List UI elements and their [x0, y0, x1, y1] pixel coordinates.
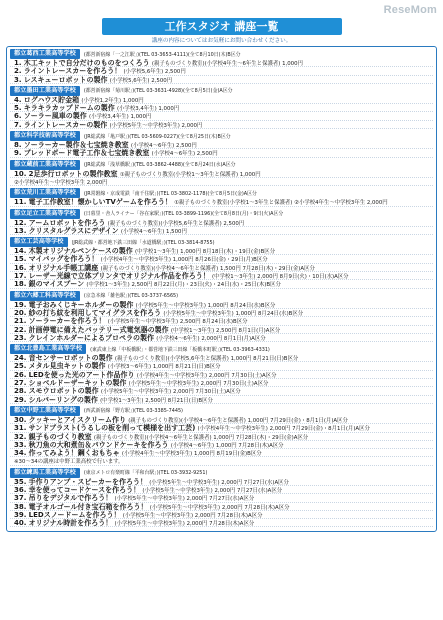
school-header — [10, 468, 433, 478]
school-info: (都営新宿線「一之江駅」)(TEL 03-3653-4111)(全て8月10日(木)B区分 — [83, 51, 241, 58]
course-number: 39. — [14, 510, 27, 519]
school-header — [10, 131, 433, 141]
course-number: 31. — [14, 424, 27, 433]
school-info: (JR常磐線・京成電鉄「南千住駅」)(TEL 03-3802-1178)(全て8月5日(金)A区分 — [83, 190, 257, 197]
course-row — [10, 494, 433, 502]
page-title: 工作スタジオ 講座一覧 — [102, 18, 342, 35]
course-row — [10, 478, 433, 486]
course-detail: (小学校4年生～中学校3年生) 1,000円 8月19日(金)B区分 — [121, 451, 262, 458]
course-number: 26. — [14, 370, 27, 379]
course-title: サンドブラスト(うるしの板を削って模様を出す工芸) — [28, 424, 196, 433]
course-detail: (小学校5年生～中学校3年生) 2,000円 7月28日(木)A区分 — [149, 504, 290, 511]
school-header — [10, 209, 433, 219]
course-detail: (小学校1,2年生) 1,000円 — [81, 97, 144, 104]
school-name: 都立墨田工業高等学校 — [10, 86, 80, 96]
course-number: 36. — [14, 485, 27, 494]
course-row — [10, 424, 433, 432]
course-detail: ①親子ものづくり教室(小学校1～3年生と保護者) 1,000円 — [119, 171, 261, 178]
course-row — [10, 433, 433, 441]
course-detail: (小学校5年生～中学校3年生) 1,000円 8月24日(水)B区分 — [163, 310, 304, 317]
course-number: 28. — [14, 387, 27, 396]
course-row — [10, 371, 433, 379]
course-detail: (小学校5年生～中学校3年生) 2,000円 7月28日(木)A区分 — [114, 521, 255, 528]
course-title: ログハウス貯金箱 — [23, 95, 80, 104]
school-header — [10, 160, 433, 170]
course-row — [10, 396, 433, 404]
school-section — [10, 209, 433, 236]
school-name: 都立荒川工業高等学校 — [10, 188, 80, 198]
course-title: レーザー光線で立体プリンタでオリジナル作品を作ろう！ — [28, 272, 210, 281]
school-header — [10, 86, 433, 96]
school-header — [10, 344, 433, 354]
course-row — [10, 416, 433, 424]
course-title: 電子おみくじキーホルダーの製作 — [28, 300, 134, 309]
school-name: 都立中野工業高等学校 — [10, 406, 80, 416]
course-row — [10, 511, 433, 519]
course-row — [10, 170, 433, 178]
course-number: 7. — [14, 120, 22, 129]
course-number: 19. — [14, 300, 27, 309]
course-detail: (小学校5年生～中学校3年生) 2,000円 — [109, 122, 203, 129]
course-detail: (小学校5年生～中学校3年生) 2,000円 7月30日(土)A区分 — [100, 389, 241, 396]
course-detail: (親子ものづくり教室)(小学校4年生～6年生と保護者) 1,000円 — [151, 61, 303, 67]
course-row — [10, 457, 433, 465]
course-row — [10, 198, 433, 206]
course-detail: (小学校5年生～中学校3年生) 2,000円 7月30日(土)A区分 — [128, 381, 269, 388]
course-title: スモウロボットの製作 — [28, 387, 99, 396]
course-detail: (中学校1～3年生) 1,000円 8月18日(木)・19日(金)B区分 — [135, 249, 276, 256]
course-title: LEDスノードームを作ろう！ — [28, 510, 121, 519]
school-info: (JR総武線「亀戸駅」)(TEL 03-5609-0227)(全て8月25日(木)B区分 — [83, 133, 231, 140]
school-info: (東京メトロ有楽町線「平和台駅」)(TEL 03-3932-9251) — [83, 470, 208, 477]
school-section — [10, 188, 433, 206]
course-number: 5. — [14, 104, 22, 113]
course-detail: (小学校4～6年生) 2,000円 8月1日(月)A区分 — [156, 335, 266, 342]
course-row — [10, 227, 433, 235]
course-detail: (小学校4～6年生) 1,500円 — [120, 228, 187, 235]
course-number: 12. — [14, 218, 27, 227]
course-row — [10, 379, 433, 387]
course-row — [10, 112, 433, 120]
course-number: 23. — [14, 333, 27, 342]
school-name: 都立六郷工科高等学校 — [10, 291, 80, 301]
course-detail: (小学校4年生～中学校3年生) 2,000円 7月29日(金)・8月1日(月)A区分 — [197, 426, 370, 433]
course-title: ライントレースカーの製作 — [23, 120, 108, 129]
course-title: オリジナル手帳工講座 — [28, 263, 99, 272]
course-title: 親子ものづくり教室 — [28, 432, 92, 441]
course-row — [10, 141, 433, 149]
course-row — [10, 264, 433, 272]
course-number: 27. — [14, 379, 27, 388]
course-row — [10, 247, 433, 255]
course-title: 木工キットで自分だけのものをつくろう — [23, 59, 150, 67]
course-number: 3. — [14, 75, 22, 84]
course-title: シルバーリングの製作 — [28, 395, 98, 404]
course-number: 33. — [14, 440, 27, 449]
course-row — [10, 272, 433, 280]
course-title: 計画停電に備えたバッテリー式電気器の製作 — [28, 325, 169, 334]
school-name: 都立工芸高等学校 — [10, 237, 68, 247]
course-title: メタル見虫キットの製作 — [28, 362, 106, 371]
course-number: 4. — [14, 95, 22, 104]
course-number: 20. — [14, 308, 27, 317]
course-list — [6, 46, 437, 532]
school-name: 都立練馬工業高等学校 — [10, 468, 80, 478]
school-info: (西武新宿線「野方駅」)(TEL 03-3385-7445) — [83, 408, 183, 415]
course-number: 24. — [14, 354, 27, 363]
course-detail: (小学校5年生～中学校3年生) 2,000円 7月27日(水)A区分 — [114, 496, 255, 503]
school-header — [10, 406, 433, 416]
course-number: 22. — [14, 325, 27, 334]
course-number: 21. — [14, 317, 27, 326]
school-section — [10, 49, 433, 84]
course-title: ライントレースカーを作ろう！ — [23, 67, 122, 76]
school-info: (東武東上線「中板橋駅」・都営地下鉄三田線「板橋本町駅」)(TEL 03-3963-4331) — [90, 346, 270, 353]
course-detail: (親子ものづくり教室)(小学校5,6年生と保護者) 1,000円 8月21日(日)B区分 — [114, 356, 299, 363]
course-row — [10, 519, 433, 527]
course-detail: (小学校5年生～中学校3年生) 2,000円 7月27日(水)A区分 — [142, 487, 283, 494]
course-row — [10, 255, 433, 263]
course-number: 16. — [14, 263, 27, 272]
course-number: 10. — [14, 169, 27, 178]
school-info: (都営新宿線「菊川駅」)(TEL 03-3631-4928)(全て8月5日(金)A区分 — [83, 88, 233, 95]
course-detail: ※30～34の講座は中野工業高校で行います。 — [14, 459, 124, 466]
course-title: 紗の打ち紋を利用してマイグラスを作ろう — [28, 308, 162, 317]
course-number: 18. — [14, 280, 27, 289]
course-number: 17. — [14, 272, 27, 281]
course-title: ブレッドボード電子工作＆七宝焼き教室 — [23, 149, 150, 158]
course-detail: (中学校1～3年生) 2,500円 8月21日(日)B区分 — [100, 397, 213, 404]
course-number: 25. — [14, 362, 27, 371]
school-name: 都立足立工業高等学校 — [10, 209, 80, 219]
course-title: 手作りアンプ・スピーカーを作ろう！ — [28, 477, 147, 486]
course-title: 2足歩行ロボットの製作教室 — [28, 169, 118, 178]
course-number: 35. — [14, 477, 27, 486]
school-name: 都立蔵前工業高等学校 — [10, 160, 80, 170]
course-detail: (小学校4～6年生) 2,500円 — [151, 151, 218, 158]
course-detail: (親子ものづくり教室)(小学校5,6年生と保護者) 2,500円 — [107, 220, 245, 227]
course-number: 15. — [14, 255, 27, 264]
course-number: 38. — [14, 502, 27, 511]
course-row — [10, 96, 433, 104]
course-title: 木製オリジナルペンケースの製作 — [28, 247, 133, 256]
course-row — [10, 76, 433, 84]
course-number: 34. — [14, 449, 27, 458]
course-title: ソーラーカーを作ろう！ — [28, 317, 106, 326]
course-number: 32. — [14, 432, 27, 441]
course-number: 11. — [14, 198, 27, 207]
course-row — [10, 149, 433, 157]
course-row — [10, 301, 433, 309]
course-detail: (小学校5年生～中学校3年生) 2,000円 7月27日(水)A区分 — [149, 479, 289, 486]
course-title: 幸を使ってコードケースを作ろう！ — [28, 485, 141, 494]
course-detail: (小学校3,4年生) 1,000円 — [116, 106, 180, 113]
course-row — [10, 121, 433, 129]
course-detail: (親子ものづくり教室)(小学校4～6年生と保護者) 1,000円 7月29日(金)・8月1日(月)A区分 — [128, 417, 348, 424]
course-number: 30. — [14, 415, 27, 424]
course-detail: (小学校5,6年生) 2,500円 — [109, 77, 173, 84]
course-detail: (小学校4～6年生) 1,000円 7月28日(木)A区分 — [170, 442, 284, 449]
course-row — [10, 67, 433, 75]
course-number: 29. — [14, 395, 27, 404]
course-number: 1. — [14, 59, 22, 67]
school-section — [10, 291, 433, 342]
school-info: (京急本線「雑色駅」)(TEL 03-3737-6565) — [83, 293, 179, 300]
course-title: 秋刀魚の大和煮缶＆パウンドケーキを作ろう — [28, 440, 169, 449]
course-row — [10, 503, 433, 511]
course-number: 13. — [14, 226, 27, 235]
school-section — [10, 131, 433, 158]
course-detail: (小学校5年生～中学校3年生) 1,000円 8月24日(水)B区分 — [135, 302, 276, 309]
course-row — [10, 178, 433, 186]
school-section — [10, 344, 433, 404]
course-detail: (小学校4年生～中学校3年生) 2,000円 7月30日(土)A区分 — [136, 372, 277, 379]
course-row — [10, 219, 433, 227]
course-title: アームロボットを作ろう — [28, 218, 106, 227]
school-section — [10, 406, 433, 466]
school-info: (JR総武線「浅草橋駅」)(TEL 03-3862-4488)(全て8月24日(水)A区分 — [83, 162, 236, 169]
course-detail: (小学校5年生～中学校3年生) 2,500円 8月24日(水)B区分 — [107, 319, 248, 326]
school-header — [10, 237, 433, 247]
course-title: LEDを使った光のアート作品作り — [28, 370, 135, 379]
course-title: ショベルドーザーキットの製作 — [28, 379, 127, 388]
course-detail: (小学校3,4年生) 1,000円 — [89, 114, 152, 121]
course-number: 6. — [14, 112, 22, 121]
course-title: ソーラー風車の製作 — [23, 112, 87, 121]
course-row — [10, 441, 433, 449]
school-info: (日暮里・舎人ライナー「谷在家駅」)(TEL 03-3899-1196)(全て8月8日(月)・9日(火)A区分 — [83, 211, 284, 218]
course-title: マイバッグを作ろう！ — [28, 255, 99, 264]
course-detail: (中学校1～3年生) 2,500円 8月22日(月)・23日(火)・24日(水)・25日(木)B区分 — [86, 282, 281, 289]
school-section — [10, 86, 433, 129]
course-detail: (中学校1～3年生) 2,500円 8月1日(月)A区分 — [170, 327, 281, 334]
course-title: クレインホルダーによるプロペラの製作 — [28, 333, 155, 342]
course-title: クリスタルグラスにデザイン — [28, 226, 119, 235]
course-title: 電子工作教室！懐かしいTVゲームを作ろう！ — [28, 198, 172, 207]
school-section — [10, 160, 433, 187]
course-row — [10, 309, 433, 317]
school-name: 都立科学技術高等学校 — [10, 131, 80, 141]
course-title: キラキラカップドームの製作 — [23, 104, 115, 113]
course-detail: (中学校1～3年生) 2,000円 8月9日(火)・10日(水)A区分 — [211, 274, 349, 281]
course-row — [10, 326, 433, 334]
course-detail: (小学校5,6年生) 2,500円 — [123, 69, 186, 76]
page-subtitle: 講座の内容についてはお気軽にお問い合わせください。 — [151, 38, 292, 44]
course-row — [10, 280, 433, 288]
course-row — [10, 59, 433, 67]
course-row — [10, 486, 433, 494]
course-row — [10, 354, 433, 362]
school-name: 都立葛西工業高等学校 — [10, 49, 80, 59]
course-number: 2. — [14, 67, 22, 76]
course-detail: (小学校5年生～中学校3年生) 2,000円 7月28日(木)A区分 — [122, 512, 263, 519]
school-name: 都立北豊島工業高等学校 — [10, 344, 86, 354]
course-detail: (小学校4年生～中学校3年生) 1,000円 8月26日(金)・29日(月)B区分 — [100, 257, 268, 264]
school-header — [10, 291, 433, 301]
course-row — [10, 387, 433, 395]
course-title: 音センサーロボットの製作 — [28, 354, 113, 363]
school-header — [10, 49, 433, 59]
course-number: 14. — [14, 247, 27, 256]
course-title: 銀のマイスプーン — [28, 280, 85, 289]
school-section — [10, 468, 433, 528]
course-detail: ②小学校4年生～中学校3年生 2,000円 — [14, 179, 108, 186]
course-detail: (親子ものづくり教室)(小学校4～6年生と保護者) 1,000円 7月28日(木)・29日(金)A区分 — [93, 434, 309, 441]
course-title: 吊りをデジタルで作ろう！ — [28, 494, 113, 503]
course-number: 40. — [14, 519, 27, 528]
course-detail: (小学校4～6年生) 2,500円 — [130, 143, 197, 150]
school-info: (JR総武線・都営地下鉄三田線「水道橋駅」)(TEL 03-3814-8755) — [71, 239, 215, 246]
course-title: クッキーとアイスクリーム作り — [28, 415, 126, 424]
course-number: 37. — [14, 494, 27, 503]
course-detail: (小学校3～6年生) 1,000円 8月21日(日)B区分 — [107, 364, 221, 371]
course-row — [10, 362, 433, 370]
course-row — [10, 334, 433, 342]
course-number: 8. — [14, 141, 22, 150]
school-header — [10, 188, 433, 198]
course-title: オリジナル時計を作ろう！ — [28, 519, 113, 528]
course-detail: ①親子ものづくり教室(小学校1～3年生と保護者) ②小学校4年生～中学校3年生 2,000円 — [174, 200, 388, 207]
school-section — [10, 237, 433, 288]
watermark-logo: ReseMom — [383, 4, 437, 16]
course-title: 作ってみよう！鋼くおもちゃ — [28, 449, 120, 458]
course-number: 9. — [14, 149, 22, 158]
course-row — [10, 317, 433, 325]
course-title: 電子オルゴール付き宝石箱を作ろう！ — [28, 502, 148, 511]
course-title: レスキューロボットの製作 — [23, 75, 108, 84]
course-row — [10, 449, 433, 457]
course-row — [10, 104, 433, 112]
course-title: ソーラーカー製作＆七宝焼き教室 — [23, 141, 129, 150]
course-detail: (親子ものづくり教室)(小学校4～6年生と保護者) 1,500円 7月28日(木)・29日(金)A区分 — [100, 265, 315, 272]
